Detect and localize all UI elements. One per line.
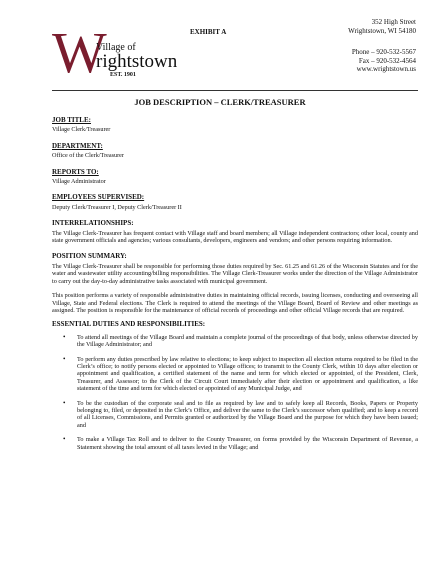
job-title-heading: JOB TITLE: [52, 116, 91, 124]
interrelationships-text: The Village Clerk-Treasurer has frequent contact with Village staff and board members; all Village independent contractors; other local, county and state government officials and agencies; various consultants, developers, engineers and vendors; and other persons requiring information. [52, 229, 418, 245]
list-item [52, 400, 418, 430]
duty-text: To perform any duties prescribed by law relative to elections; to keep subject to inspection all election returns required to be filed in the Clerk’s office; to notify persons elected or appointed to Village offices; to transmit to the County Clerk, within 10 days after election or appointment and qualification, a certified statement of the name and term for which elected or appointed, of the President, Clerk, Treasurer, and Assessor; to the Clerk of the Circuit Court immediately after their election or appointment and qualification, a like statement of the time and term for which elected or appointed of any Municipal Judge, and [77, 355, 418, 393]
address-block [348, 18, 416, 36]
bullet-icon: • [63, 435, 66, 444]
bullet-icon: • [63, 354, 66, 363]
employees-supervised-heading: EMPLOYEES SUPERVISED: [52, 193, 145, 202]
exhibit-label: EXHIBIT A [190, 28, 227, 36]
fax-line: Fax – 920-532-4564 [358, 56, 416, 65]
logo-established: EST. 1901 [110, 72, 136, 78]
duty-text: To attend all meetings of the Village Board and maintain a complete journal of the proceedings of that body, unless otherwise directed by the Village Administrator; and [77, 333, 418, 349]
position-summary-heading: POSITION SUMMARY: [52, 252, 127, 261]
list-item [52, 334, 418, 349]
document-title: JOB DESCRIPTION – CLERK/TREASURER [134, 97, 306, 107]
position-summary-paragraph: The Village Clerk-Treasurer shall be responsible for performing those duties required by Sec. 61.25 and 61.26 of the Wisconsin Statutes and for the water and wastewater utility accounting/billing responsibilities. The Village Clerk-Treasurer works under the direction of the Village Administrator to carry out the day-to-day administrative tasks associated with municipal government. [52, 262, 418, 285]
duty-text: To be the custodian of the corporate seal and to file as required by law and to safely keep all Records, Books, Papers or Property belonging to, filed, or deposited in the Clerk’s Office, and deliver the same to the Clerk’s successor when qualified; and to keep a record of all Licenses, Commissions, and Permits granted or authorized by the Village Board and the purpose for which they have been issued; and [77, 399, 418, 429]
contact-block [352, 48, 416, 74]
duty-text: To make a Village Tax Roll and to deliver to the County Treasurer, on forms provided by the Wisconsin Department of Revenue, a Statement showing the total amount of all taxes levied in the Village; and [77, 436, 418, 451]
duties-list [52, 334, 418, 451]
employees-supervised-value: Deputy Clerk/Treasurer I, Deputy Clerk/Treasurer II [52, 203, 182, 211]
address-line: 352 High Street [371, 18, 416, 26]
bullet-icon: • [63, 398, 66, 407]
reports-to-value: Village Administrator [52, 178, 106, 186]
village-logo [52, 20, 178, 85]
interrelationships-heading: INTERRELATIONSHIPS: [52, 219, 134, 228]
position-summary-paragraph: This position performs a variety of responsible administrative duties in maintaining official records, issuing licenses, conducting and overseeing all Village, State and Federal elections. The Clerk is required to attend the meetings of the Village Board, Board of Review and other meetings as assigned. The position is responsible for the maintenance of official records of proceedings and other official Village records that are required. [52, 292, 418, 314]
logo-letter-w: W [52, 20, 105, 85]
reports-to-heading: REPORTS TO: [52, 167, 99, 176]
header-divider [52, 90, 418, 91]
website-line: www.wrightstown.us [356, 65, 416, 73]
department-value: Office of the Clerk/Treasurer [52, 152, 124, 160]
list-item [52, 356, 418, 393]
phone-line: Phone – 920-532-5567 [351, 48, 416, 56]
document-body [52, 117, 418, 458]
list-item [52, 436, 418, 451]
job-title-value: Village Clerk/Treasurer [52, 126, 111, 134]
logo-village-of: Village of [96, 42, 136, 53]
bullet-icon: • [63, 332, 66, 341]
logo-name: rightstown [96, 51, 178, 72]
essential-duties-heading: ESSENTIAL DUTIES AND RESPONSIBILITIES: [52, 320, 206, 329]
address-line: Wrightstown, WI 54180 [348, 27, 416, 35]
department-heading: DEPARTMENT: [52, 141, 103, 150]
